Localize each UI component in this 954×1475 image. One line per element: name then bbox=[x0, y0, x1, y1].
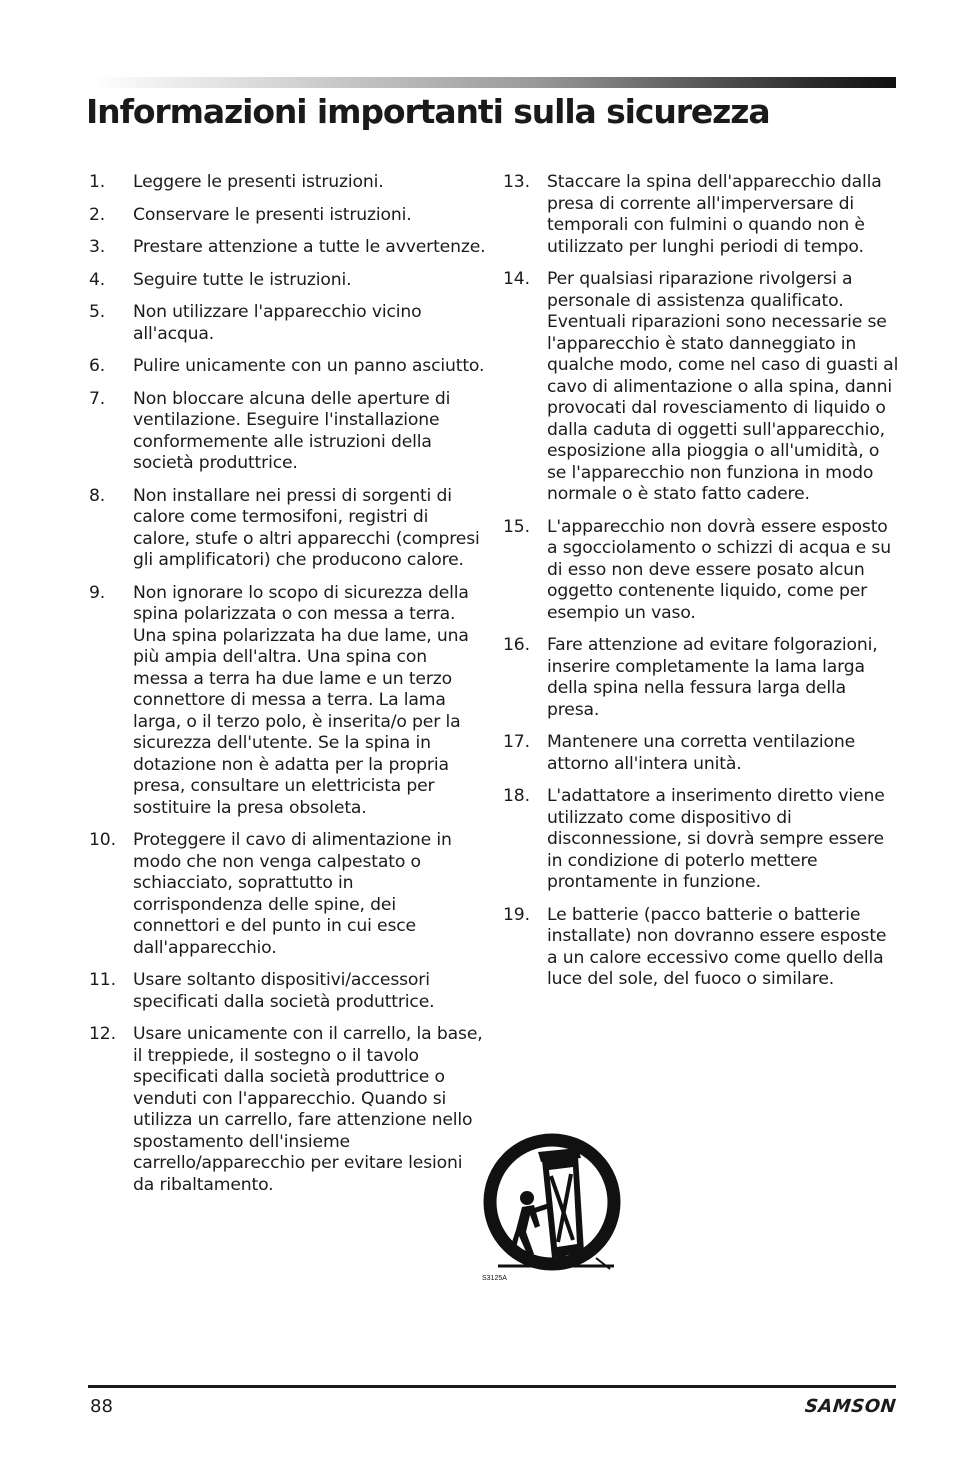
item-text: Non installare nei pressi di sorgenti di calore come termosifoni, registri di calore, stufe o altri apparecchi (compresi gli amplificatori) che producono calore. bbox=[133, 485, 480, 570]
safety-item bbox=[86, 486, 486, 572]
item-text: Usare soltanto dispositivi/accessori specificati dalla società produttrice. bbox=[133, 970, 435, 1012]
left-column bbox=[86, 172, 486, 1207]
safety-item bbox=[86, 237, 486, 259]
item-text: Seguire tutte le istruzioni. bbox=[133, 269, 352, 290]
item-number: 15. bbox=[503, 516, 530, 537]
item-text: Non bloccare alcuna delle aperture di ventilazione. Eseguire l'installazione conformemente alle istruzioni della società produttrice. bbox=[133, 388, 451, 473]
item-text: Staccare la spina dell'apparecchio dalla presa di corrente all'imperversare di temporali con fulmini o quando non è utilizzato per lunghi periodi di tempo. bbox=[547, 172, 882, 257]
safety-item bbox=[86, 172, 486, 194]
item-number: 3. bbox=[89, 237, 106, 257]
item-text: Leggere le presenti istruzioni. bbox=[133, 172, 384, 192]
item-number: 8. bbox=[89, 485, 106, 506]
item-text: Proteggere il cavo di alimentazione in modo che non venga calpestato o schiacciato, soprattutto in corrispondenza delle spine, dei connettori e del punto in cui esce dall'apparecchio. bbox=[133, 830, 452, 958]
cart-tip-over-warning-icon bbox=[478, 1130, 628, 1286]
item-text: Per qualsiasi riparazione rivolgersi a personale di assistenza qualificato. Eventuali riparazioni sono necessarie se l'apparecchio è stato danneggiato in qualche modo, come nel caso di guasti al cavo di alimentazione o alla spina, danni provocati dal rovesciamento di liquido o dalla caduta di oggetti sull'apparecchio, esposizione alla pioggia o all'umidità, o se l'apparecchio non funziona in modo normale o è stato fatto cadere. bbox=[547, 269, 899, 504]
item-number: 10. bbox=[89, 830, 116, 850]
item-text: Pulire unicamente con un panno asciutto. bbox=[133, 356, 485, 376]
safety-item bbox=[500, 269, 900, 506]
safety-item bbox=[86, 389, 486, 475]
header-gradient-bar bbox=[90, 77, 896, 88]
right-column bbox=[500, 172, 900, 1002]
item-number: 5. bbox=[89, 302, 106, 322]
item-text: Fare attenzione ad evitare folgorazioni, inserire completamente la lama larga della spina nella fessura larga della presa. bbox=[547, 635, 878, 720]
safety-item bbox=[86, 583, 486, 820]
item-number: 4. bbox=[89, 269, 106, 290]
item-number: 18. bbox=[503, 786, 530, 806]
item-text: Le batterie (pacco batterie o batterie installate) non dovranno essere esposte a un calore eccessivo come quello della luce del sole, del fuoco o similare. bbox=[547, 904, 887, 989]
item-text: L'apparecchio non dovrà essere esposto a sgocciolamento o schizzi di acqua e su di esso non deve essere posato alcun oggetto contenente liquido, come per esempio un vaso. bbox=[547, 516, 891, 623]
item-number: 7. bbox=[89, 388, 106, 409]
item-number: 11. bbox=[89, 970, 116, 990]
item-number: 16. bbox=[503, 635, 530, 655]
safety-item bbox=[500, 905, 900, 991]
item-number: 17. bbox=[503, 732, 530, 752]
safety-item bbox=[500, 517, 900, 625]
item-text: Prestare attenzione a tutte le avvertenze. bbox=[133, 237, 486, 257]
brand-logo: SAMSON bbox=[803, 1396, 898, 1417]
item-text: Usare unicamente con il carrello, la base, il treppiede, il sostegno o il tavolo specificati dalla società produttrice o venduti con l'apparecchio. Quando si utilizza un carrello, fare attenzione nello spostamento dell'insieme carrello/apparecchio per evitare lesioni da ribaltamento. bbox=[133, 1024, 483, 1195]
safety-list-left bbox=[86, 172, 486, 1196]
item-number: 2. bbox=[89, 204, 106, 225]
image-code-label: S3125A bbox=[482, 1275, 507, 1282]
safety-item bbox=[86, 302, 486, 345]
item-number: 19. bbox=[503, 904, 530, 925]
safety-item bbox=[86, 970, 486, 1013]
item-number: 12. bbox=[89, 1024, 116, 1044]
safety-item bbox=[86, 270, 486, 292]
safety-list-right bbox=[500, 172, 900, 991]
footer-divider bbox=[88, 1385, 896, 1388]
page-title: Informazioni importanti sulla sicurezza bbox=[86, 92, 770, 131]
item-text: Non utilizzare l'apparecchio vicino all'acqua. bbox=[133, 302, 422, 344]
item-number: 14. bbox=[503, 269, 530, 289]
safety-item bbox=[500, 172, 900, 258]
safety-item bbox=[86, 356, 486, 378]
safety-item bbox=[500, 786, 900, 894]
item-text: Non ignorare lo scopo di sicurezza della spina polarizzata o con messa a terra. Una spina polarizzata ha due lame, una più ampia dell'altra. Una spina con messa a terra ha due lame e un terzo connettore di messa a terra. La lama larga, o il terzo polo, è inserita/o per la sicurezza dell'utente. Se la spina in dotazione non è adatta per la propria presa, consultare un elettricista per sostituire la presa obsoleta. bbox=[133, 582, 469, 818]
safety-item bbox=[500, 635, 900, 721]
item-text: Mantenere una corretta ventilazione attorno all'intera unità. bbox=[547, 732, 856, 774]
item-number: 13. bbox=[503, 172, 530, 192]
item-text: Conservare le presenti istruzioni. bbox=[133, 204, 412, 225]
item-number: 1. bbox=[89, 172, 106, 192]
safety-item bbox=[86, 830, 486, 959]
item-text: L'adattatore a inserimento diretto viene utilizzato come dispositivo di disconnessione, si dovrà sempre essere in condizione di poterlo mettere prontamente in funzione. bbox=[547, 786, 885, 892]
safety-item bbox=[500, 732, 900, 775]
item-number: 6. bbox=[89, 356, 106, 376]
page-number: 88 bbox=[90, 1396, 113, 1417]
safety-item bbox=[86, 205, 486, 227]
item-number: 9. bbox=[89, 582, 106, 603]
safety-item bbox=[86, 1024, 486, 1196]
